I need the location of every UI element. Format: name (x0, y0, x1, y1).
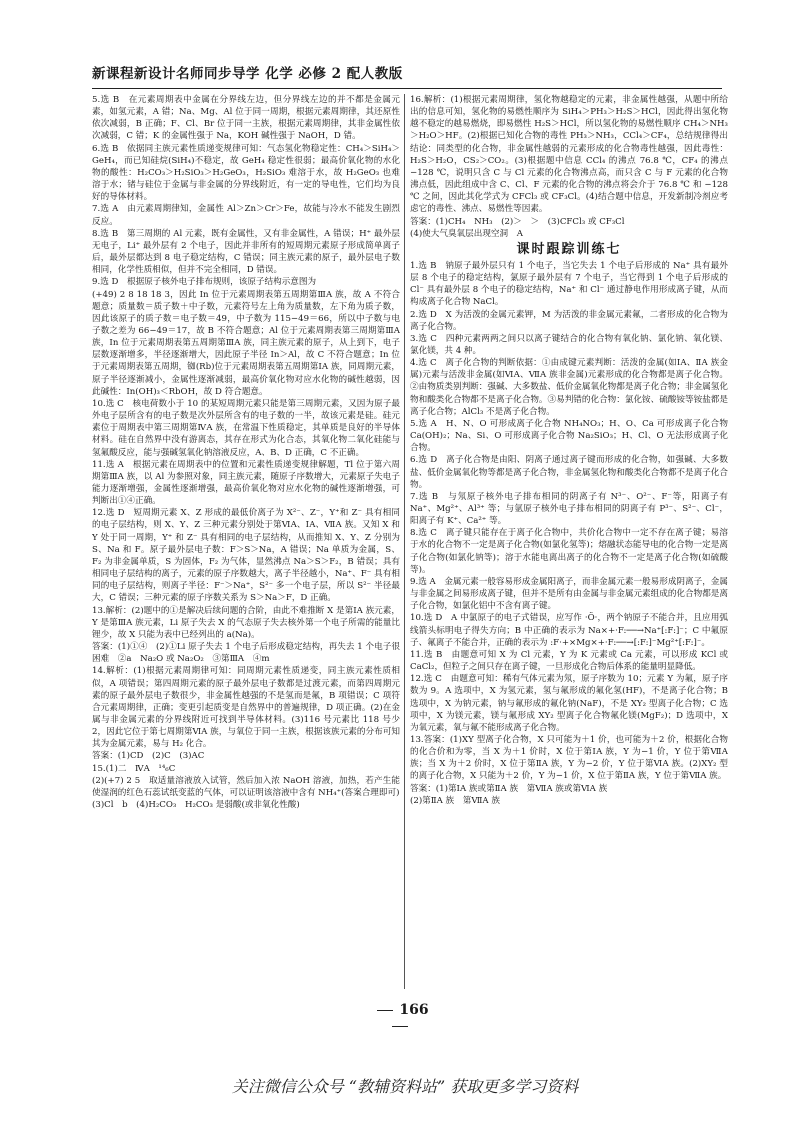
answer-paragraph: (4)使大气臭氧层出现空洞 A (410, 228, 523, 239)
left-column (92, 94, 400, 994)
answer-paragraph: 答案：(1)第ⅠA 族或第ⅡA 族 第ⅦA 族或第ⅥA 族 (410, 783, 608, 794)
header-rule (92, 88, 722, 89)
answer-paragraph: 4.选 C 离子化合物的判断依据：①由成键元素判断：活泼的金属(如ⅠA、ⅡA 族金属)元素与活泼非金属(如ⅥA、ⅦA 族非金属)元素形成的化合物都是离子化合物。②由物质类别判断：强碱、大多数盐、低价金属氧化物都是离子化合物；非金属氢化物和酸类化合物都不是离子化合物。③易判错的化合物：氯化铵、硫酸铵等铵盐都是离子化合物；AlCl₃ 不是离子化合物。 (410, 358, 728, 417)
right-column (410, 94, 728, 994)
answer-paragraph: (+49) 2 8 18 18 3，因此 In 位于元素周期表第五周期第ⅢA 族，故 A 不符合题意；质量数＝质子数＋中子数，元素符号左上角为质量数，左下角为质子数，因此该原子的质子数＝电子数＝49，中子数为 115−49＝66，所以中子数与电子数之差为 66−49＝17，故 B 不符合题意；Al 位于元素周期表第三周期第ⅢA 族，In 位于元素周期表第五周期第ⅢA 族，同主族元素的原子，从上到下，电子层数逐渐增多，半径逐渐增大，因此原子半径 In＞Al，故 C 不符合题意；In 位于元素周期表第五周期，铷(Rb)位于元素周期表第五周期第ⅠA 族，同周期元素，原子半径逐渐减小，金属性逐渐减弱，最高价氧化物对应水化物的碱性越弱，因此碱性：In(OH)₃＜RbOH，故 D 符合题意。 (92, 289, 400, 397)
answer-paragraph: 11.选 A 根据元素在周期表中的位置和元素性质递变规律解题，Tl 位于第六周期第ⅢA 族，以 Al 为参照对象，同主族元素，随原子序数增大，元素原子失电子能力逐渐增强，金属性逐渐增强，最高价氧化物对应水化物的碱性逐渐增强，可判断出①④正确。 (92, 459, 400, 507)
answer-paragraph: 10.选 C 核电荷数小于 10 的某短周期元素只能是第三周期元素，又因为原子最外电子层所含有的电子数是次外层所含有的电子数的一半，故该元素是硅。硅元素位于周期表中第三周期第ⅣA 族，在常温下性质稳定，其单质是良好的半导体材料。硅在自然界中没有游离态，其存在形式为化合态，其氧化物二氧化硅能与氢氟酸反应，能与强碱氢氧化钠溶液反应，A、B、D 正确，C 不正确。 (92, 398, 400, 458)
answer-paragraph: 12.选 C 由题意可知：稀有气体元素为氖，原子序数为 10；元素 Y 为氟，原子序数为 9。A 选项中，X 为氢元素，氢与氟形成的氟化氢(HF)，不是离子化合物；B 选项中，X 为钠元素，钠与氟形成的氟化钠(NaF)，不是 XY₂ 型离子化合物；C 选项中，X 为镁元素，镁与氟形成 XY₂ 型离子化合物氟化镁(MgF₂)；D 选项中，X 为氧元素，氧与氟不能形成离子化合物。 (410, 674, 728, 733)
answer-paragraph: 2.选 D X 为活泼的金属元素钾，M 为活泼的非金属元素氟，二者形成的化合物为离子化合物。 (410, 309, 728, 332)
answer-paragraph: 9.选 D 根据原子核外电子排布规则，该原子结构示意图为 (92, 277, 317, 288)
page-number-dash (392, 1026, 408, 1027)
answer-paragraph: (2)第ⅡA 族 第ⅦA 族 (410, 795, 500, 806)
answer-paragraph: 答案：(1)①④ (2)①Li 原子失去 1 个电子后形成稳定结构，再失去 1 个电子很困难 ②a Na₂O 或 Na₂O₂ ③第ⅢA ④m (92, 642, 400, 665)
answer-paragraph: (2)(+7) 2 5 取适量溶液放入试管，然后加入浓 NaOH 溶液，加热，若产生能使湿润的红色石蕊试纸变蓝的气体，可以证明该溶液中含有 NH₄⁺(答案合理即可) (92, 775, 400, 798)
answer-paragraph: 5.选 A H、N、O 可形成离子化合物 NH₄NO₃；H、O、Ca 可形成离子化合物 Ca(OH)₂；Na、Si、O 可形成离子化合物 Na₂SiO₃；H、Cl、O 无法形成离子化合物。 (410, 418, 728, 454)
answer-paragraph: 11.选 B 由题意可知 X 为 Cl 元素，Y 为 K 元素或 Ca 元素，可以形成 KCl 或 CaCl₂，但粒子之间只存在离子键，一旦形成化合物后体系的能量明显降低。 (410, 649, 728, 673)
answer-paragraph: 12.选 D 短周期元素 X、Z 形成的最低价离子为 X²⁻、Z⁻，Y⁺和 Z⁻ 具有相同的电子层结构，则 X、Y、Z 三种元素分别处于第ⅥA、ⅠA、ⅦA 族。又知 X 和 Y 处于同一周期，Y⁺ 和 Z⁻ 具有相同的电子层结构，从而推知 X、Y、Z 分别为 S、Na 和 F。原子最外层电子数：F＞S＞Na，A 错误；Na 单质为金属，S、F₂ 为非金属单质，S 为固体，F₂ 为气体，显然沸点 Na＞S＞F₂，B 错误；具有相同电子层结构的离子，元素的原子序数越大，离子半径越小，Na⁺、F⁻ 具有相同的电子层结构，则离子半径：F⁻＞Na⁺，S²⁻ 多一个电子层，所以 S²⁻ 半径最大，C 错误；三种元素的原子序数关系为 S＞Na＞F，D 正确。 (92, 508, 400, 604)
answer-paragraph: 答案：(1)CH₄ NH₃ (2)＞ ＞ (3)CFCl₃ 或 CF₃Cl (410, 216, 625, 227)
answer-paragraph: 13.答案：(1)XY 型离子化合物，X 只可能为＋1 价，也可能为＋2 价，根据化合物的化合价和为零，当 X 为＋1 价时，X 位于第ⅠA 族，Y 为−1 价，Y 位于第ⅦA 族；当 X 为＋2 价时，X 位于第ⅡA 族，Y 为−2 价，Y 位于第ⅥA 族。(2)XY₂ 型的离子化合物，X 只能为＋2 价，Y 为−1 价，X 位于第ⅡA 族，Y 位于第ⅦA 族。 (410, 734, 728, 782)
answer-paragraph: (3)Cl b (4)H₂CO₃ H₂CO₃ 是弱酸(或非氧化性酸) (92, 800, 300, 811)
column-divider (404, 94, 405, 989)
page-number-dash (377, 1010, 393, 1011)
answer-paragraph: 7.选 A 由元素周期律知，金属性 Al＞Zn＞Cr＞Fe，故能与冷水不能发生剧烈反应。 (92, 204, 400, 227)
answer-paragraph: 6.选 D 离子化合物是由阳、阴离子通过离子键而形成的化合物，如强碱、大多数盐、低价金属氧化物等都是离子化合物，非金属氢化物和酸类化合物都不是离子化合物。 (410, 455, 728, 490)
answer-paragraph: 8.选 C 离子键只能存在于离子化合物中，共价化合物中一定不存在离子键；易溶于水的化合物不一定是离子化合物(如氯化氢等)；熔融状态能导电的化合物一定是离子化合物(如氯化钠等)；溶于水能电离出离子的化合物不一定是离子化合物(如硫酸等)。 (410, 528, 728, 575)
answer-paragraph: 5.选 B 在元素周期表中金属在分界线左边，但分界线左边的并不都是金属元素，如氢元素，A 错；Na、Mg、Al 位于同一周期，根据元素周期律，其还原性依次减弱，B 正确；F、Cl、Br 位于同一主族，根据元素周期律，其非金属性依次减弱，C 错；K 的金属性强于 Na，KOH 碱性强于 NaOH，D 错。 (92, 95, 400, 142)
footer-note: 关注微信公众号 “教辅资料站” 获取更多学习资料 (231, 1077, 579, 1096)
answer-paragraph: 9.选 A 金属元素一般容易形成金属阳离子，而非金属元素一般易形成阴离子，金属与非金属之间易形成离子键，但并不是所有由金属与非金属元素组成的化合物都是离子化合物，如氯化铝中不含有离子键。 (410, 576, 728, 612)
answer-paragraph: 1.选 B 钠原子最外层只有 1 个电子，当它失去 1 个电子后形成的 Na⁺ 具有最外层 8 个电子的稳定结构，氯原子最外层有 7 个电子，当它得到 1 个电子后形成的 Cl⁻ 具有最外层 8 个电子的稳定结构，Na⁺ 和 Cl⁻ 通过静电作用形成离子键，从而构成离子化合物 NaCl。 (410, 260, 728, 308)
answer-paragraph: 14.解析：(1)根据元素周期律可知：同周期元素性质递变，同主族元素性质相似，A 项错误；第四周期元素的原子最外层电子数都是过渡元素，而第四周期元素的原子最外层电子数很少，非金属性越强的不是氢而是氟，B 项错误；C 项符合元素周期律，正确；变更引起质变是自然界中的普遍规律，D 项正确。(2)在金属与非金属元素的分界线附近可找到半导体材料。(3)116 号元素比 118 号少 2，因此它位于第七周期第ⅥA 族，与氧位于同一主族，根据该族元素的分布可知其为金属元素，易与 H₂ 化合。 (92, 666, 400, 750)
answer-paragraph: 答案：(1)CD (2)C (3)AC (92, 751, 205, 762)
answer-paragraph: 10.选 D A 中氯原子的电子式错误，应写作 ·Ö·，两个钠原子不能合并，且应用弧线箭头标明电子得失方向；B 中正确的表示为 Na×+·F:──→Na⁺[:F:]⁻；C 中氟原子、氟离子不能合并，正确的表示为 :F·+×Mg×+·F:──→[:F:]⁻Mg²⁺[:F:]⁻。 (410, 613, 728, 648)
answer-paragraph: 13.解析：(2)题中的①是解决后续问题的合阶，由此不难推断 X 是第ⅠA 族元素，Y 是第ⅢA 族元素，Li 原子失去 X 的气态原子失去核外第一个电子所需的能量比锂少，故 X 只能为表中已经列出的 a(Na)。 (92, 605, 400, 640)
answer-paragraph: 8.选 B 第三周期的 Al 元素，既有金属性，又有非金属性，A 错误；H⁺ 最外层无电子，Li⁺ 最外层有 2 个电子，因此并非所有的短周期元素原子形成简单离子后，最外层都达到 8 电子稳定结构，C 错误；同主族元素的原子，最外层电子数相同，化学性质相似，但并不完全相同，D 错误。 (92, 228, 400, 276)
answer-paragraph: 16.解析：(1)根据元素周期律，氢化物越稳定的元素，非金属性越强，从题中所给出的信息可知，氢化物的易燃性顺序为 SiH₄＞PH₃＞H₂S＞HCl，因此得出氢化物越不稳定的越易燃烧，即易燃性 H₂S＞HCl，所以氢化物的易燃性顺序 CH₄＞NH₃＞H₂O＞HF。(2)根据已知化合物的毒性 PH₃＞NH₃，CCl₄＞CF₄，总结规律得出结论：同类型的化合物，非金属性越弱的元素形成的化合物毒性越强，因此毒性：H₂S＞H₂O，CS₂＞CO₂。(3)根据题中信息 CCl₄ 的沸点 76.8 ℃，CF₄ 的沸点−128 ℃，说明只含 C 与 Cl 元素的化合物沸点高，而只含 C 与 F 元素的化合物沸点低，因此组成中含 C、Cl、F 元素的化合物的沸点将会介于 76.8 ℃ 和 −128 ℃ 之间，因此其化学式为 CFCl₃ 或 CF₃Cl。(4)结合题中信息，开发新制冷剂应考虑它的毒性、沸点、易燃性等因素。 (410, 95, 728, 215)
answer-paragraph: 15.(1)二 ⅣA ¹⁴₆C (92, 763, 176, 774)
page-header: 新课程新设计名师同步导学 化学 必修 2 配人教版 (92, 66, 403, 82)
answer-paragraph: 6.选 B 依据同主族元素性质递变规律可知：气态氢化物稳定性：CH₄＞SiH₄＞GeH₄，而已知硅烷(SiH₄)不稳定，故 GeH₄ 稳定性很弱；最高价氧化物的水化物的酸性：H₂CO₃＞H₂SiO₃＞H₂GeO₃，H₂SiO₃ 难溶于水，故 H₂GeO₃ 也难溶于水；锗与硅位于金属与非金属的分界线附近，有一定的导电性，它们均为良好的导体材料。 (92, 143, 400, 203)
answer-paragraph: 7.选 B 与氖原子核外电子排布相同的阴离子有 N³⁻、O²⁻、F⁻等，阳离子有 Na⁺、Mg²⁺、Al³⁺ 等；与氩原子核外电子排布相同的阴离子有 P³⁻、S²⁻、Cl⁻，阳离子有 K⁺、Ca²⁺ 等。 (410, 491, 728, 527)
page-number-text: 166 (399, 1002, 429, 1018)
section-title: 课时跟踪训练七 (516, 241, 622, 257)
answer-paragraph: 3.选 C 四种元素两两之间只以离子键结合的化合物有氧化钠、氯化钠、氧化镁、氯化镁，共 4 种。 (410, 333, 728, 356)
page-number (360, 1002, 440, 1034)
